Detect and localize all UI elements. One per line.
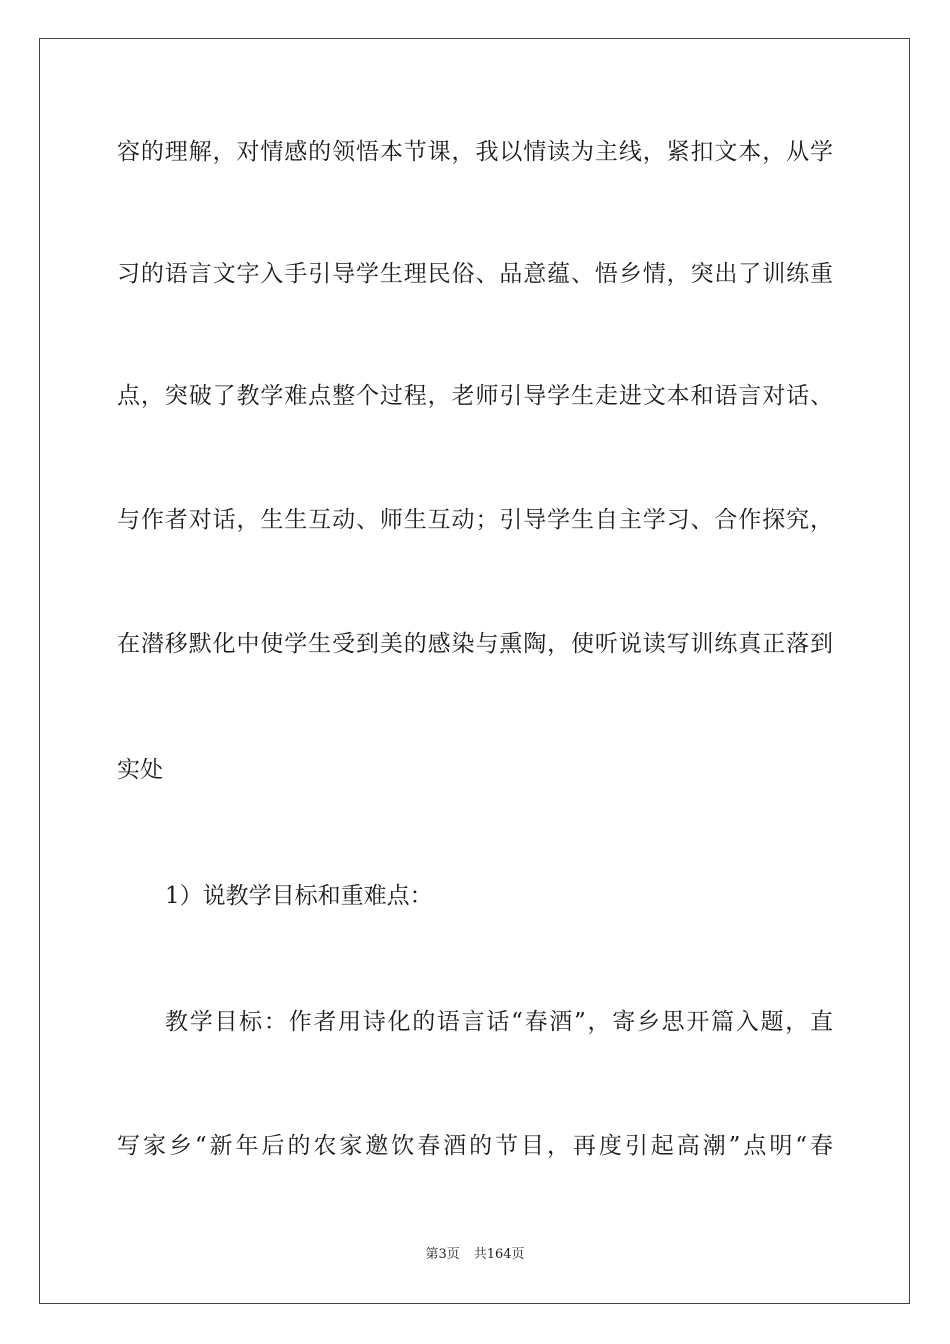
body-text-line-3: 点，突破了教学难点整个过程，老师引导学生走进文本和语言对话、 xyxy=(117,383,833,409)
body-text-line-5: 在潜移默化中使学生受到美的感染与熏陶，使听说读写训练真正落到 xyxy=(117,631,833,657)
body-text-line-4: 与作者对话，生生互动、师生互动；引导学生自主学习、合作探究， xyxy=(117,507,833,533)
body-text-line-2: 习的语言文字入手引导学生理民俗、品意蕴、悟乡情，突出了训练重 xyxy=(117,261,833,287)
section-heading: 1）说教学目标和重难点： xyxy=(165,883,433,909)
body-text-line-6: 实处 xyxy=(117,757,163,783)
body-text-line-9: 写家乡“新年后的农家邀饮春酒的节目，再度引起高潮”点明“春 xyxy=(117,1133,833,1159)
page-border xyxy=(39,38,910,1304)
body-text-line-1: 容的理解，对情感的领悟本节课，我以情读为主线，紧扣文本，从学 xyxy=(117,139,833,165)
body-text-line-8: 教学目标：作者用诗化的语言话“春酒”，寄乡思开篇入题，直 xyxy=(165,1009,833,1035)
page-total: 共164页 xyxy=(473,1247,525,1262)
page-number: 第3页 xyxy=(425,1247,460,1262)
page-footer xyxy=(0,1246,950,1264)
